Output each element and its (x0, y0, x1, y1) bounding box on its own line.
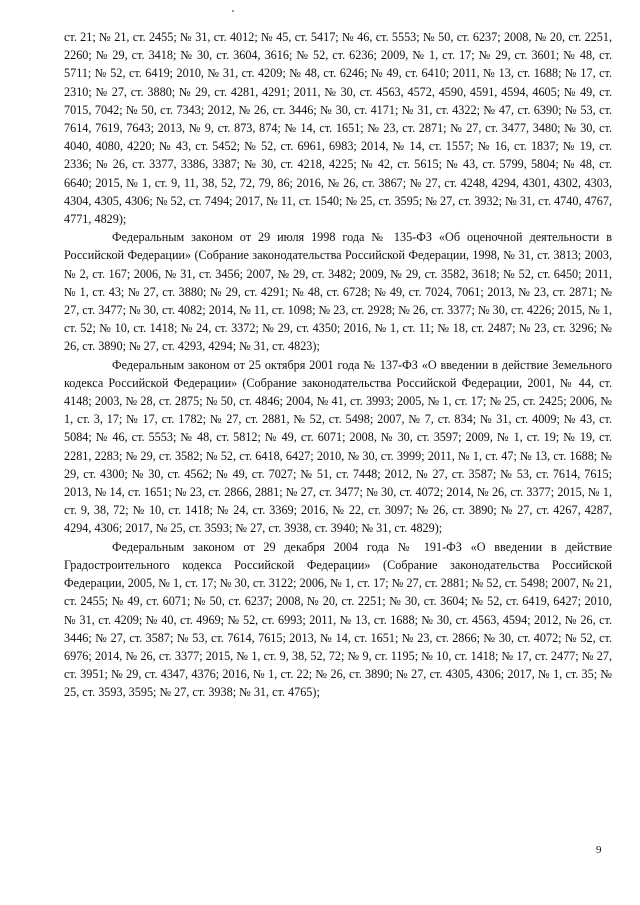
scan-artifact (232, 10, 234, 12)
paragraph-law-191-fz: Федеральным законом от 29 декабря 2004 года № 191-ФЗ «О введении в действие Градостроительного кодекса Российской Федерации» (Собрание законодательства Российской Федерации, 2005, № 1, ст. 17; № 30, ст. 3122; 2006, № 1, ст. 17; № 27, ст. 2881; № 52, ст. 5498; 2007, № 21, ст. 2455; № 49, ст. 6071; № 50, ст. 6237; 2008, № 20, ст. 2251; № 30, ст. 3604; № 52, ст. 6419, 6427; 2010, № 31, ст. 4209; № 40, ст. 4969; № 52, ст. 6993; 2011, № 13, ст. 1688; № 30, ст. 4563, 4594; 2012, № 26, ст. 3446; № 27, ст. 3587; № 53, ст. 7614, 7615; 2013, № 14, ст. 1651; № 23, ст. 2866; № 30, ст. 4072; № 52, ст. 6976; 2014, № 26, ст. 3377; 2015, № 1, ст. 9, 38, 52, 72; № 9, ст. 1195; № 10, ст. 1418; № 17, ст. 2477; № 27, ст. 3951; № 29, ст. 4347, 4376; 2016, № 1, ст. 22; № 26, ст. 3890; № 27, ст. 4305, 4306; 2017, № 1, ст. 35; № 25, ст. 3593, 3595; № 27, ст. 3938; № 31, ст. 4765); (64, 539, 612, 700)
paragraph-law-137-fz: Федеральным законом от 25 октября 2001 года № 137-ФЗ «О введении в действие Земельного кодекса Российской Федерации» (Собрание законодательства Российской Федерации, 2001, № 44, ст. 4148; 2003, № 28, ст. 2875; № 50, ст. 4846; 2004, № 41, ст. 3993; 2005, № 1, ст. 17; № 25, ст. 2425; 2006, № 1, ст. 3, 17; № 17, ст. 1782; № 27, ст. 2881, № 52, ст. 5498; 2007, № 7, ст. 834; № 31, ст. 4009; № 43, ст. 5084; № 46, ст. 5553; № 48, ст. 5812; № 49, ст. 6071; 2008, № 30, ст. 3597; 2009, № 1, ст. 19; № 19, ст. 2281, 2283; № 29, ст. 3582; № 52, ст. 6418, 6427; 2010, № 30, ст. 3999; 2011, № 1, ст. 47; № 13, ст. 1688; № 29, ст. 4300; № 30, ст. 4562; № 49, ст. 7027; № 51, ст. 7448; 2012, № 27, ст. 3587; № 53, ст. 7614, 7615; 2013, № 14, ст. 1651; № 23, ст. 2866, 2881; № 27, ст. 3477; № 30, ст. 4072; 2014, № 26, ст. 3377; 2015, № 1, ст. 9, 38, 72; № 10, ст. 1418; № 24, ст. 3369; 2016, № 22, ст. 3097; № 26, ст. 3890; № 27, ст. 4267, 4287, 4294, 4306; 2017, № 25, ст. 3593; № 27, ст. 3938, ст. 3940; № 31, ст. 4829); (64, 357, 612, 536)
document-body (64, 28, 612, 702)
paragraph-continuation: ст. 21; № 21, ст. 2455; № 31, ст. 4012; № 45, ст. 5417; № 46, ст. 5553; № 50, ст. 6237; 2008, № 20, ст. 2251, 2260; № 29, ст. 3418; № 30, ст. 3604, 3616; № 52, ст. 6236; 2009, № 1, ст. 17; № 29, ст. 3601; № 48, ст. 5711; № 52, ст. 6419; 2010, № 31, ст. 4209; № 48, ст. 6246; № 49, ст. 6410; 2011, № 13, ст. 1688; № 17, ст. 2310; № 27, ст. 3880; № 29, ст. 4281, 4291; 2011, № 30, ст. 4563, 4572, 4590, 4591, 4594, 4605; № 49, ст. 7015, 7042; № 50, ст. 7343; 2012, № 26, ст. 3446; № 30, ст. 4171; № 31, ст. 4322; № 47, ст. 6390; № 53, ст. 7614, 7619, 7643; 2013, № 9, ст. 873, 874; № 14, ст. 1651; № 23, ст. 2871; № 27, ст. 3477, 3480; № 30, ст. 4040, 4080, 4220; № 43, ст. 5452; № 52, ст. 6961, 6983; 2014, № 14, ст. 1557; № 16, ст. 1837; № 19, ст. 2336; № 26, ст. 3377, 3386, 3387; № 30, ст. 4218, 4225; № 42, ст. 5615; № 43, ст. 5799, 5804; № 48, ст. 6640; 2015, № 1, ст. 9, 11, 38, 52, 72, 79, 86; 2016, № 26, ст. 3867; № 27, ст. 4248, 4294, 4301, 4302, 4303, 4304, 4305, 4306; № 52, ст. 7494; 2017, № 11, ст. 1540; № 25, ст. 3595; № 27, ст. 3932; № 31, ст. 4740, 4767, 4771, 4829); (64, 30, 612, 227)
paragraph-law-135-fz: Федеральным законом от 29 июля 1998 года № 135-ФЗ «Об оценочной деятельности в Российской Федерации» (Собрание законодательства Российской Федерации, 1998, № 31, ст. 3813; 2003, № 2, ст. 167; 2006, № 31, ст. 3456; 2007, № 29, ст. 3482; 2009, № 29, ст. 3582, 3618; № 52, ст. 6450; 2011, № 1, ст. 43; № 27, ст. 3880; № 29, ст. 4291; № 48, ст. 6728; № 49, ст. 7024, 7061; 2013, № 23, ст. 2871; № 27, ст. 3477; № 30, ст. 4082; 2014, № 11, ст. 1098; № 23, ст. 2928; № 26, ст. 3377; № 30, ст. 4226; 2015, № 1, ст. 52; № 10, ст. 1418; № 24, ст. 3372; № 29, ст. 4350; 2016, № 1, ст. 11; № 18, ст. 2487; № 23, ст. 3296; № 26, ст. 3890; № 27, ст. 4293, 4294; № 31, ст. 4823); (64, 230, 612, 354)
page-number: 9 (596, 844, 602, 856)
